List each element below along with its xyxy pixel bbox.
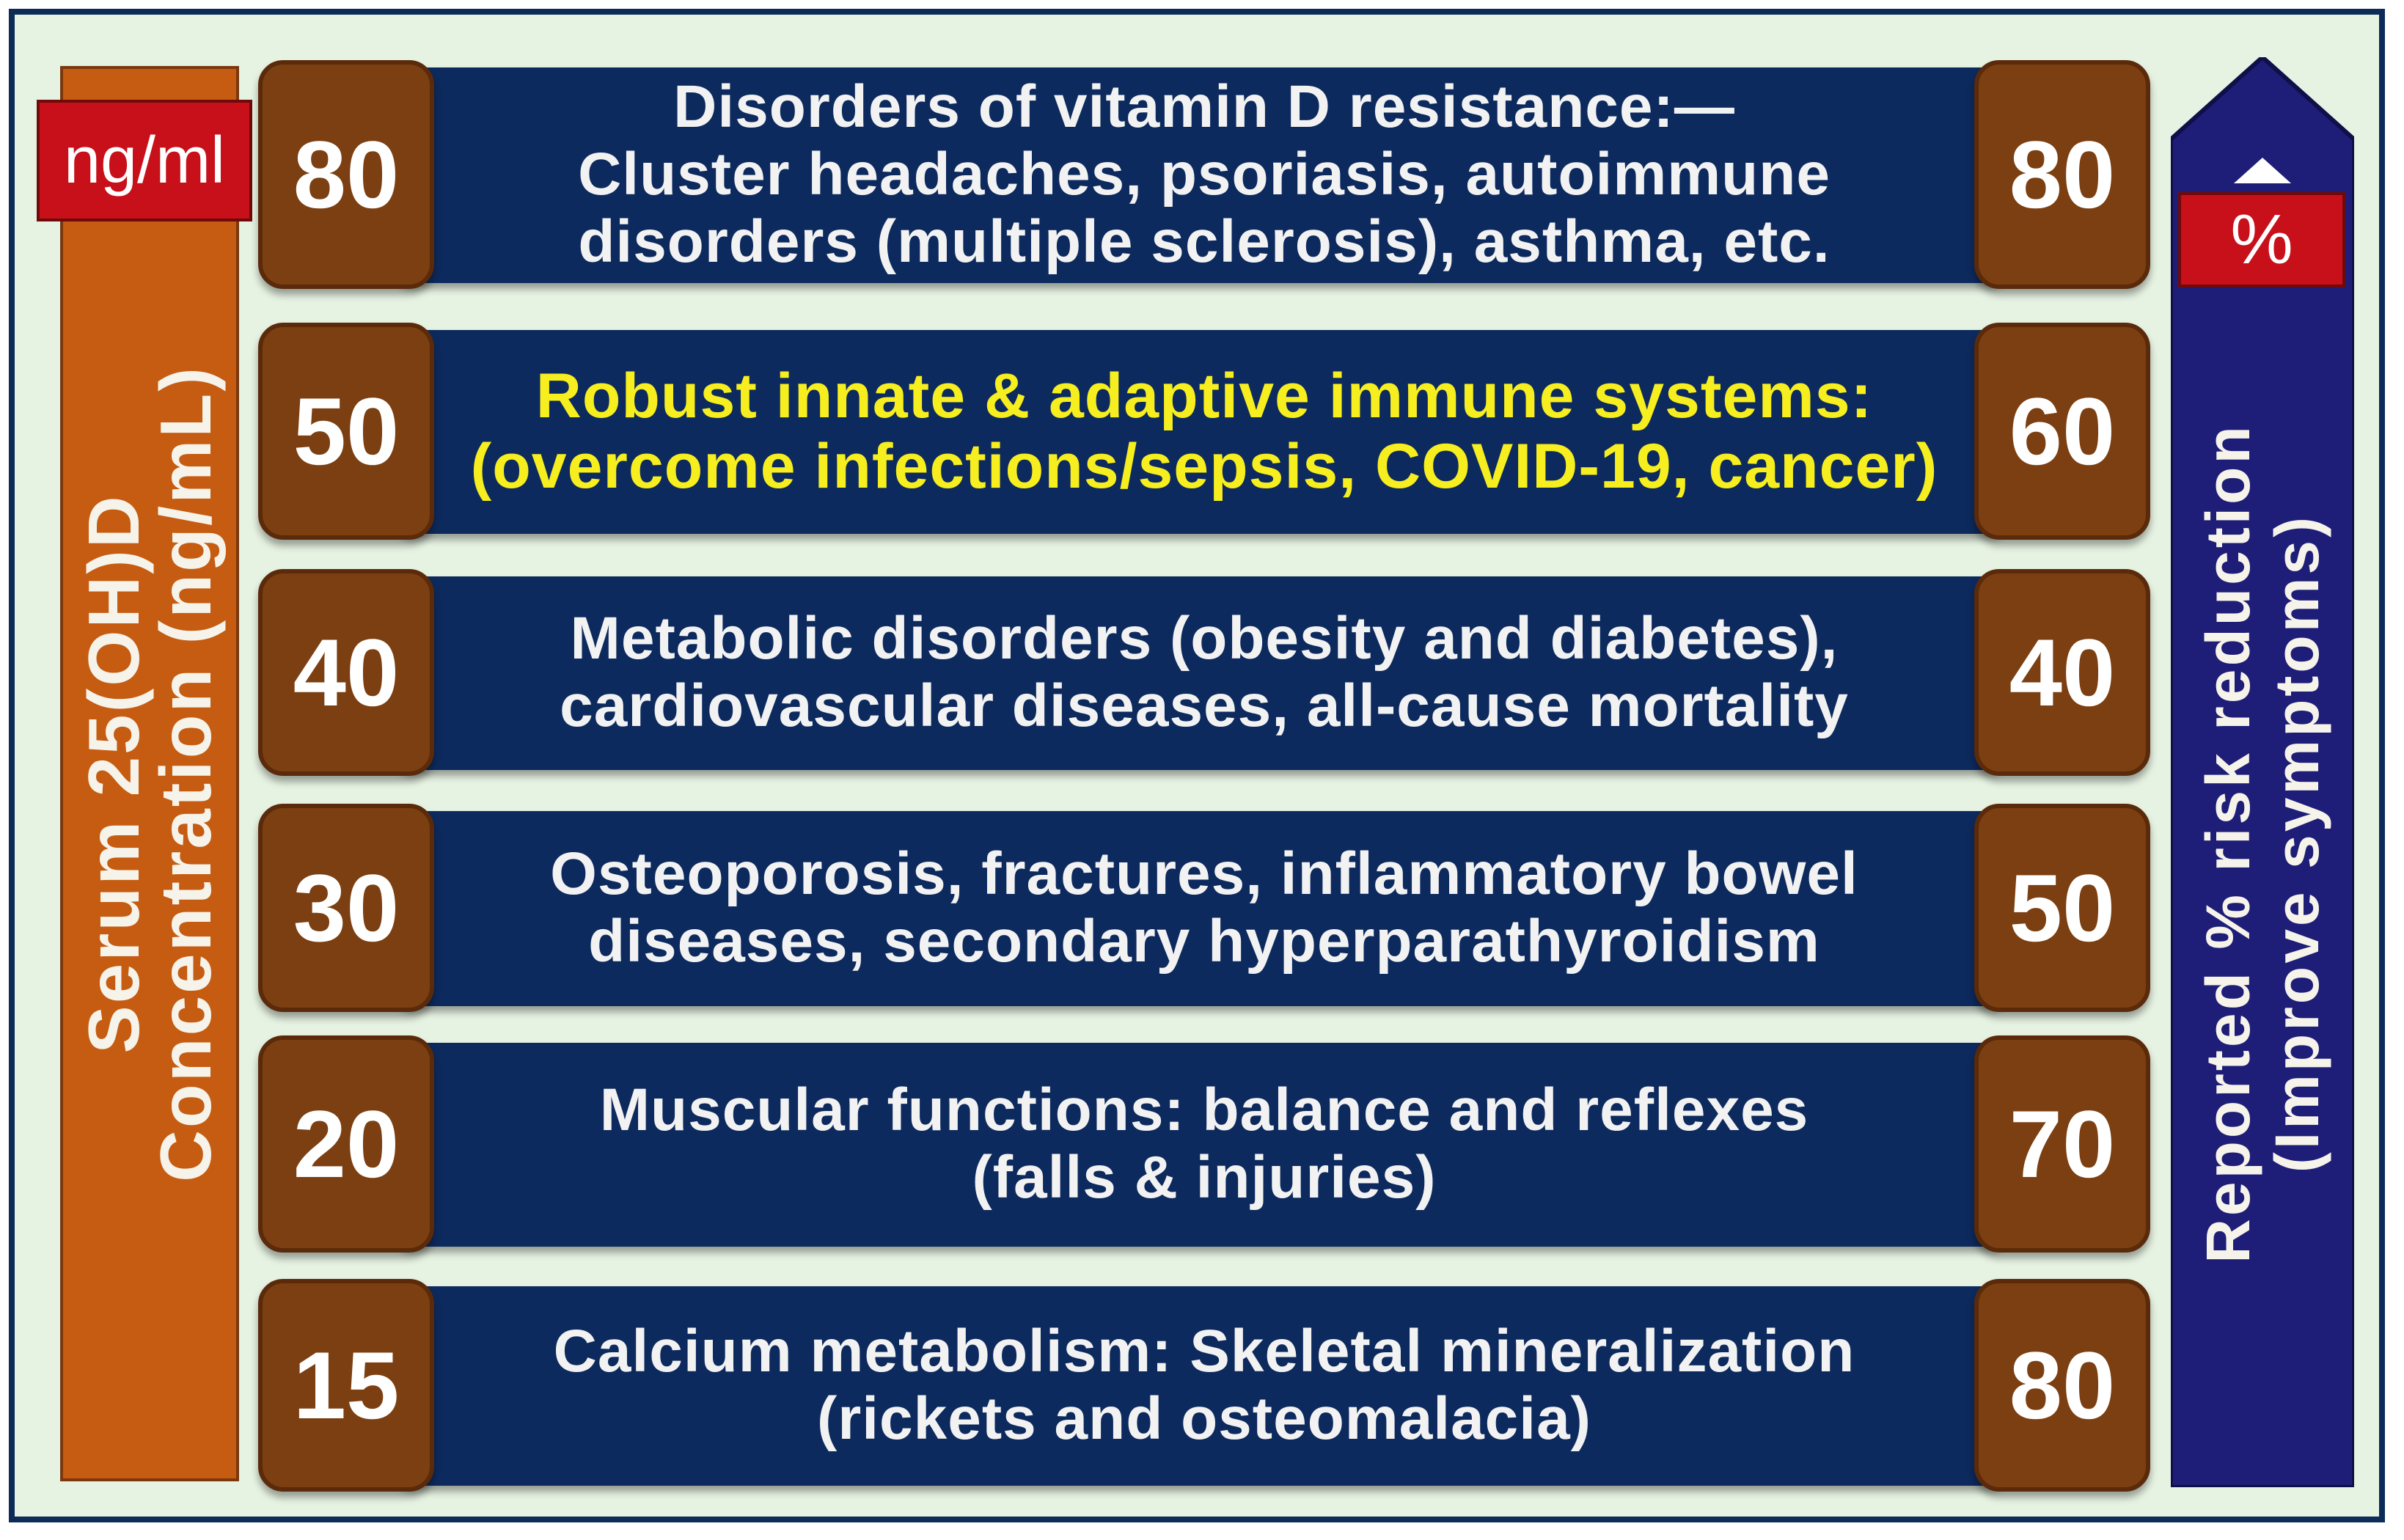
serum-label-line2: Concentration (ng/mL) xyxy=(145,365,226,1182)
risk-reduction-box: 60 xyxy=(1974,323,2150,540)
row-osteoporosis xyxy=(258,804,2150,1012)
row-text-line: Cluster headaches, psoriasis, autoimmune xyxy=(578,141,1831,208)
row-calcium-metabolism xyxy=(258,1279,2150,1492)
row-text-line: Disorders of vitamin D resistance:— xyxy=(673,73,1735,141)
row-description xyxy=(434,569,1974,776)
row-text-line: Osteoporosis, fractures, inflammatory bowel xyxy=(550,840,1858,908)
row-text-line: (rickets and osteomalacia) xyxy=(817,1385,1591,1452)
row-vitamin-d-resistance xyxy=(258,60,2150,289)
percent-unit-badge: % xyxy=(2178,192,2345,287)
row-description-highlighted xyxy=(434,323,1974,540)
row-description xyxy=(434,1035,1974,1253)
row-text-line: Robust innate & adaptive immune systems: xyxy=(535,360,1873,431)
row-immune-systems xyxy=(258,323,2150,540)
row-description xyxy=(434,1279,1974,1492)
row-metabolic-disorders xyxy=(258,569,2150,776)
row-text-line: cardiovascular diseases, all-cause mortality xyxy=(560,672,1849,739)
risk-reduction-label xyxy=(2194,271,2331,1415)
row-description xyxy=(434,60,1974,289)
serum-level-box: 40 xyxy=(258,569,434,776)
row-muscular-functions xyxy=(258,1035,2150,1253)
serum-level-box: 80 xyxy=(258,60,434,289)
risk-reduction-box: 80 xyxy=(1974,1279,2150,1492)
row-text-line: Muscular functions: balance and reflexes xyxy=(599,1077,1809,1144)
serum-level-box: 50 xyxy=(258,323,434,540)
serum-level-box: 30 xyxy=(258,804,434,1012)
risk-reduction-box: 70 xyxy=(1974,1035,2150,1253)
row-description xyxy=(434,804,1974,1012)
serum-label-line1: Serum 25(OH)D xyxy=(73,494,154,1054)
row-text-line: (falls & injuries) xyxy=(972,1144,1437,1211)
serum-concentration-label xyxy=(73,84,226,1463)
ng-ml-unit-badge: ng/ml xyxy=(37,100,252,221)
row-text-line: Calcium metabolism: Skeletal mineralization xyxy=(553,1318,1855,1385)
row-text-line: disorders (multiple sclerosis), asthma, etc. xyxy=(578,208,1831,275)
risk-reduction-box: 50 xyxy=(1974,804,2150,1012)
risk-reduction-box: 40 xyxy=(1974,569,2150,776)
risk-label-line1: Reported % risk reduction xyxy=(2193,423,2262,1264)
risk-reduction-box: 80 xyxy=(1974,60,2150,289)
serum-level-box: 15 xyxy=(258,1279,434,1492)
row-text-line: (overcome infections/sepsis, COVID-19, cancer) xyxy=(470,431,1938,502)
risk-label-line2: (Improve symptoms) xyxy=(2262,513,2331,1173)
row-text-line: diseases, secondary hyperparathyroidism xyxy=(588,908,1820,975)
serum-level-box: 20 xyxy=(258,1035,434,1253)
row-text-line: Metabolic disorders (obesity and diabetes), xyxy=(570,605,1839,672)
